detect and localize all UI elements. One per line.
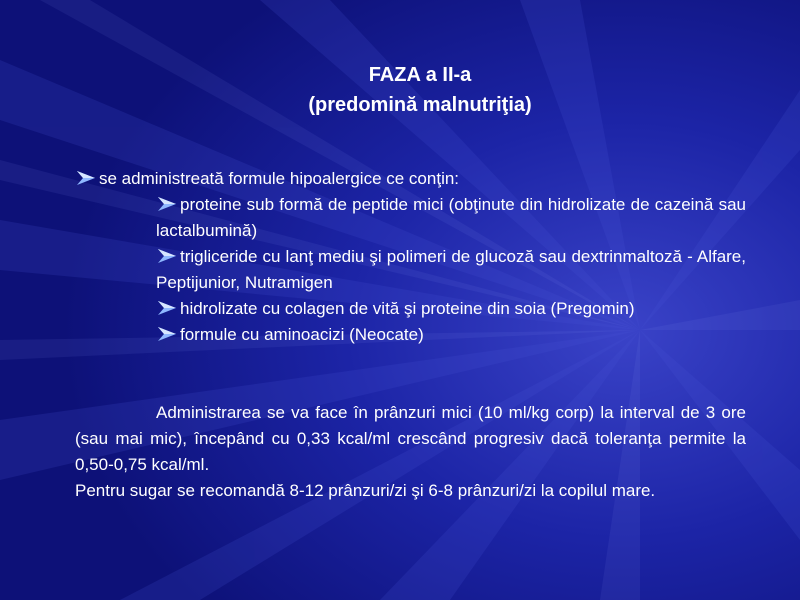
arrow-bullet-icon	[75, 170, 97, 186]
sub-bullet-text: formule cu aminoacizi (Neocate)	[180, 325, 424, 344]
spacer	[75, 348, 746, 400]
paragraph-recommendation: Pentru sugar se recomandă 8-12 prânzuri/zi şi 6-8 prânzuri/zi la copilul mare.	[75, 481, 656, 500]
sub-bullet-2	[156, 244, 746, 296]
main-bullet-text: se administreată formule hipoalergice ce conţin:	[99, 169, 460, 188]
sub-bullet-1	[156, 192, 746, 244]
sub-bullet-text: proteine sub formă de peptide mici (obţinute din hidrolizate de cazeină sau lactalbumină)	[156, 195, 746, 240]
slide-title-block	[0, 60, 800, 120]
slide-subtitle: (predomină malnutriţia)	[308, 94, 532, 116]
sub-bullet-4	[156, 322, 746, 348]
arrow-bullet-icon	[156, 248, 178, 264]
arrow-bullet-icon	[156, 326, 178, 342]
sub-bullet-3	[156, 296, 746, 322]
arrow-bullet-icon	[156, 196, 178, 212]
main-bullet	[75, 166, 746, 192]
sub-bullet-text: trigliceride cu lanţ mediu şi polimeri de glucoză sau dextrinmaltoză - Alfare, Peptijunior, Nutramigen	[156, 247, 746, 292]
paragraph-administration: Administrarea se va face în prânzuri mici (10 ml/kg corp) la interval de 3 ore (sau mai mic), începând cu 0,33 kcal/ml crescând progresiv dacă toleranţa permite la 0,50-0,75 kcal/ml.	[75, 403, 746, 474]
sub-bullet-text: hidrolizate cu colagen de vită şi proteine din soia (Pregomin)	[180, 299, 635, 318]
slide-content	[75, 166, 746, 504]
slide-title: FAZA a II-a	[368, 64, 472, 86]
arrow-bullet-icon	[156, 300, 178, 316]
